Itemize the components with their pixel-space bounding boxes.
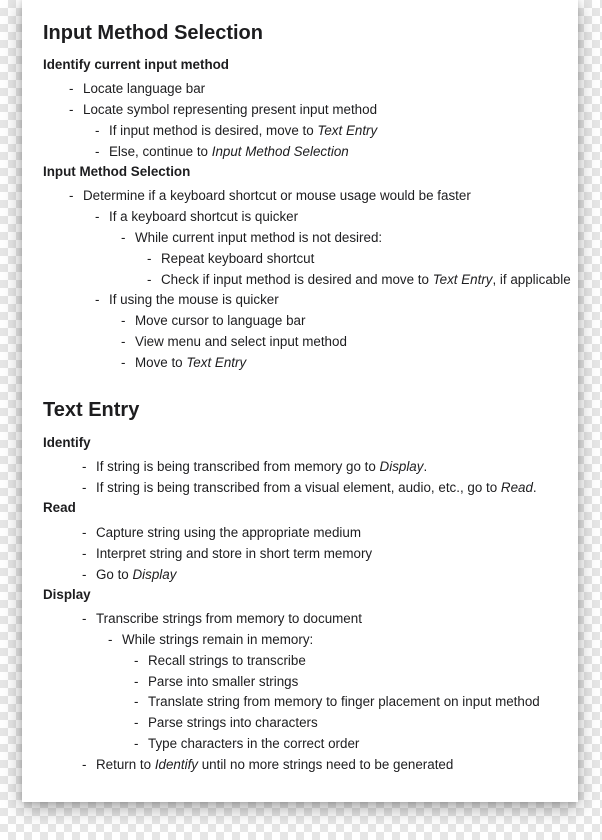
list-item: - If input method is desired, move to Text Entry xyxy=(95,123,378,138)
list-item: - Else, continue to Input Method Selection xyxy=(95,144,349,159)
list-item: - While current input method is not desired: xyxy=(121,230,383,245)
list-item: - Repeat keyboard shortcut xyxy=(147,251,315,266)
list-item: - Move cursor to language bar xyxy=(121,313,306,328)
dash-bullet-icon: - xyxy=(69,81,74,96)
list-item: - Parse strings into characters xyxy=(134,715,318,730)
list-item: - Go to Display xyxy=(82,567,177,582)
dash-bullet-icon: - xyxy=(82,757,87,772)
section-title-text-entry: Text Entry xyxy=(43,399,140,421)
list-item: - Recall strings to transcribe xyxy=(134,653,306,668)
dash-bullet-icon: - xyxy=(69,188,74,203)
dash-bullet-icon: - xyxy=(82,525,87,540)
dash-bullet-icon: - xyxy=(95,123,100,138)
subheading-display: Display xyxy=(43,587,91,602)
list-item: - Locate symbol representing present input method xyxy=(69,102,378,117)
document-page xyxy=(22,0,578,802)
dash-bullet-icon: - xyxy=(108,632,113,647)
dash-bullet-icon: - xyxy=(134,736,139,751)
dash-bullet-icon: - xyxy=(95,209,100,224)
subheading-read: Read xyxy=(43,500,76,515)
dash-bullet-icon: - xyxy=(95,144,100,159)
list-item: - Return to Identify until no more strings need to be generated xyxy=(82,757,454,772)
dash-bullet-icon: - xyxy=(134,715,139,730)
dash-bullet-icon: - xyxy=(82,459,87,474)
list-item: - While strings remain in memory: xyxy=(108,632,314,647)
list-item: - If string is being transcribed from memory go to Display. xyxy=(82,459,428,474)
dash-bullet-icon: - xyxy=(82,567,87,582)
list-item: - If a keyboard shortcut is quicker xyxy=(95,209,299,224)
dash-bullet-icon: - xyxy=(121,334,126,349)
list-item: - If using the mouse is quicker xyxy=(95,292,279,307)
list-item: - Transcribe strings from memory to document xyxy=(82,611,362,626)
dash-bullet-icon: - xyxy=(69,102,74,117)
list-item: - If string is being transcribed from a visual element, audio, etc., go to Read. xyxy=(82,480,537,495)
list-item: - Determine if a keyboard shortcut or mouse usage would be faster xyxy=(69,188,471,203)
list-item: - Interpret string and store in short term memory xyxy=(82,546,373,561)
section-title-input-method-selection: Input Method Selection xyxy=(43,22,263,44)
dash-bullet-icon: - xyxy=(95,292,100,307)
subheading-identify: Identify xyxy=(43,435,91,450)
dash-bullet-icon: - xyxy=(82,480,87,495)
dash-bullet-icon: - xyxy=(147,251,152,266)
dash-bullet-icon: - xyxy=(82,546,87,561)
list-item: - Locate language bar xyxy=(69,81,206,96)
dash-bullet-icon: - xyxy=(121,230,126,245)
dash-bullet-icon: - xyxy=(82,611,87,626)
list-item: - Translate string from memory to finger placement on input method xyxy=(134,694,540,709)
list-item: - Parse into smaller strings xyxy=(134,674,299,689)
subheading-identify-current-input-method: Identify current input method xyxy=(43,57,229,72)
dash-bullet-icon: - xyxy=(121,355,126,370)
list-item: - View menu and select input method xyxy=(121,334,347,349)
list-item: - Move to Text Entry xyxy=(121,355,247,370)
list-item: - Check if input method is desired and move to Text Entry, if applicable xyxy=(147,272,571,287)
list-item: - Capture string using the appropriate medium xyxy=(82,525,361,540)
dash-bullet-icon: - xyxy=(147,272,152,287)
dash-bullet-icon: - xyxy=(134,694,139,709)
dash-bullet-icon: - xyxy=(134,653,139,668)
dash-bullet-icon: - xyxy=(134,674,139,689)
dash-bullet-icon: - xyxy=(121,313,126,328)
subheading-input-method-selection: Input Method Selection xyxy=(43,164,191,179)
list-item: - Type characters in the correct order xyxy=(134,736,360,751)
